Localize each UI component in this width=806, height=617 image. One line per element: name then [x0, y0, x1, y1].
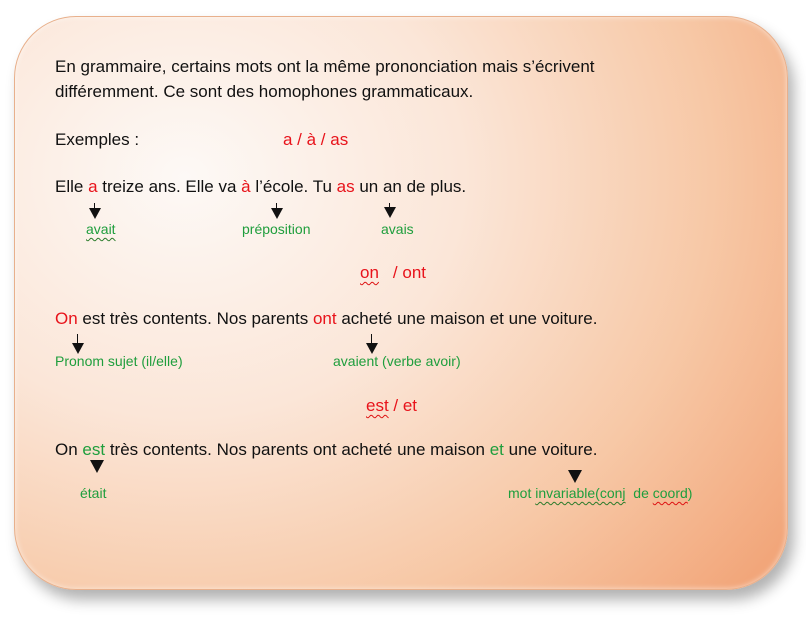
label-conjonction: mot invariable(conj de coord)	[508, 485, 693, 501]
examples-label: Exemples :	[55, 130, 140, 149]
section3-title: est / et	[366, 396, 418, 415]
word-as: as	[336, 177, 355, 196]
word-a-accent: à	[241, 177, 251, 196]
arrow-down-icon	[271, 208, 283, 219]
label-avait: avait	[86, 221, 116, 237]
label-preposition: préposition	[242, 221, 311, 237]
word-est: est	[82, 440, 106, 459]
word-et: et	[489, 440, 504, 459]
label-pronom-sujet: Pronom sujet (il/elle)	[55, 353, 183, 369]
arrow-down-icon	[89, 208, 101, 219]
arrow-down-icon	[90, 460, 104, 473]
section2-title: on / ont	[360, 263, 427, 282]
intro-line-2: différemment. Ce sont des homophones grammaticaux.	[55, 82, 474, 101]
word-ont: ont	[312, 309, 337, 328]
word-a: a	[88, 177, 98, 196]
lesson-card	[14, 16, 788, 590]
label-avais: avais	[381, 221, 414, 237]
label-etait: était	[80, 485, 107, 501]
section2-sentence: On est très contents. Nos parents ont acheté une maison et une voiture.	[55, 309, 598, 328]
section1-title: a / à / as	[283, 130, 349, 149]
arrow-down-icon	[384, 207, 396, 218]
word-on: On	[55, 309, 78, 328]
intro-line-1: En grammaire, certains mots ont la même prononciation mais s’écrivent	[55, 57, 595, 76]
section3-sentence: On est très contents. Nos parents ont acheté une maison et une voiture.	[55, 440, 598, 459]
label-avaient: avaient (verbe avoir)	[333, 353, 461, 369]
section1-sentence: Elle a treize ans. Elle va à l’école. Tu as un an de plus.	[55, 177, 467, 196]
arrow-down-icon	[568, 470, 582, 483]
